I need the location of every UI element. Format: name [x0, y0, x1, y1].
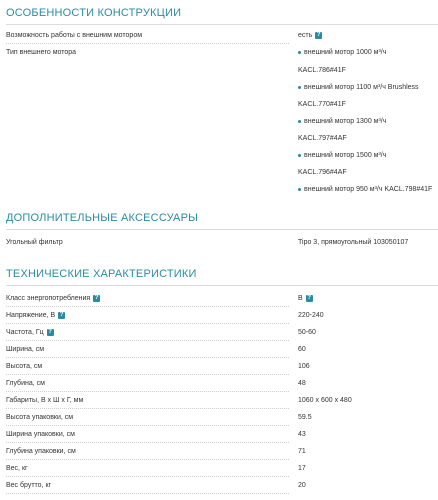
spec-value	[298, 413, 312, 422]
spec-value-text: 50-60	[298, 329, 316, 336]
motor-option-name[interactable]: внешний мотор 1500 м³/ч	[304, 152, 387, 159]
motor-type-label: Тип внешнего мотора	[6, 49, 77, 56]
accessory-label: Угольный фильтр	[6, 239, 63, 246]
row-divider	[6, 43, 289, 44]
motor-option-code: KACL.797#4AF	[298, 135, 347, 142]
help-icon[interactable]: ?	[307, 294, 311, 301]
row-divider	[6, 425, 289, 426]
spec-label	[6, 396, 83, 405]
motor-option-code: KACL.786#41F	[298, 67, 346, 74]
motor-option	[298, 185, 432, 194]
ext-motor-label: Возможность работы с внешним мотором	[6, 32, 143, 39]
spec-value	[298, 345, 306, 354]
bullet-icon	[298, 51, 301, 54]
section-title-accessories: ДОПОЛНИТЕЛЬНЫЕ АКСЕССУАРЫ	[6, 212, 199, 224]
spec-label-text: Ширина, см	[6, 346, 45, 353]
bullet-icon	[298, 188, 301, 191]
section-divider	[6, 24, 438, 25]
section-title-specs: ТЕХНИЧЕСКИЕ ХАРАКТЕРИСТИКИ	[6, 268, 197, 280]
spec-value-text: 60	[298, 346, 306, 353]
spec-value-text: 71	[298, 448, 306, 455]
spec-value	[298, 362, 310, 371]
row-divider	[6, 323, 289, 324]
section-divider	[6, 229, 438, 230]
spec-label-text: Высота, см	[6, 363, 43, 370]
row-divider	[6, 306, 289, 307]
motor-option	[298, 83, 419, 92]
row-divider	[6, 493, 289, 494]
bullet-icon	[298, 154, 301, 157]
bullet-icon	[298, 86, 301, 89]
spec-value	[298, 464, 306, 473]
help-icon[interactable]: ?	[48, 328, 52, 335]
spec-label	[6, 345, 44, 354]
spec-value	[298, 379, 306, 388]
spec-label-text: Напряжение, В	[6, 312, 56, 319]
spec-label	[6, 430, 75, 439]
spec-label	[6, 413, 73, 422]
spec-label-text: Класс энергопотребления	[6, 295, 91, 302]
spec-value-text: 1060 x 600 x 480	[298, 397, 352, 404]
spec-label-text: Вес, кг	[6, 465, 28, 472]
help-icon[interactable]: ?	[94, 294, 99, 301]
spec-value-text: 17	[298, 465, 306, 472]
row-divider	[6, 442, 289, 443]
accessory-value: Tipo 3, прямоугольный 103050107	[298, 239, 409, 246]
row-divider	[6, 340, 289, 341]
spec-value-text: 43	[298, 431, 306, 438]
row-divider	[6, 476, 289, 477]
spec-label-text: Габариты, В х Ш х Г, мм	[6, 397, 84, 404]
motor-option-code: KACL.770#41F	[298, 101, 346, 108]
motor-option	[298, 117, 386, 126]
spec-label	[6, 362, 42, 371]
row-divider	[6, 374, 289, 375]
spec-label-text: Вес брутто, кг	[6, 482, 52, 489]
motor-option-name[interactable]: внешний мотор 1000 м³/ч	[304, 49, 387, 56]
row-divider	[6, 391, 289, 392]
spec-value-text: 220-240	[298, 312, 324, 319]
row-divider	[6, 459, 289, 460]
spec-value-text: B	[298, 295, 303, 302]
section-title-construction: ОСОБЕННОСТИ КОНСТРУКЦИИ	[6, 7, 182, 19]
spec-label-text: Частота, Гц	[6, 329, 44, 336]
row-divider	[6, 408, 289, 409]
spec-value	[298, 447, 306, 456]
motor-option-name[interactable]: внешний мотор 950 м³/ч KACL.798#41F	[304, 186, 433, 193]
spec-value	[298, 311, 324, 320]
spec-label-text: Глубина упаковки, см	[6, 448, 76, 455]
help-icon[interactable]: ?	[59, 311, 64, 318]
spec-value-text: 59.5	[298, 414, 312, 421]
spec-label	[6, 328, 54, 337]
ext-motor-value-text: есть	[298, 32, 313, 39]
spec-label	[6, 464, 28, 473]
motor-option-name[interactable]: внешний мотор 1300 м³/ч	[304, 118, 387, 125]
spec-value	[298, 481, 306, 490]
spec-label	[6, 481, 51, 490]
spec-label	[6, 311, 65, 320]
spec-value	[298, 396, 352, 405]
spec-value	[298, 328, 316, 337]
motor-option	[298, 48, 386, 57]
spec-label-text: Высота упаковки, см	[6, 414, 74, 421]
spec-value-text: 48	[298, 380, 306, 387]
spec-value	[298, 294, 313, 303]
motor-option-code: KACL.796#4AF	[298, 169, 347, 176]
section-divider	[6, 285, 438, 286]
ext-motor-value	[298, 31, 322, 40]
row-divider	[6, 357, 289, 358]
motor-option-name[interactable]: внешний мотор 1100 м³/ч Brushless	[304, 84, 419, 91]
help-icon[interactable]: ?	[316, 31, 321, 38]
motor-option	[298, 151, 386, 160]
bullet-icon	[298, 120, 301, 123]
spec-value-text: 106	[298, 363, 310, 370]
spec-label-text: Ширина упаковки, см	[6, 431, 75, 438]
spec-label	[6, 447, 76, 456]
spec-label	[6, 379, 45, 388]
spec-label-text: Глубина, см	[6, 380, 45, 387]
spec-label	[6, 294, 100, 303]
spec-value	[298, 430, 306, 439]
spec-value-text: 20	[298, 482, 306, 489]
